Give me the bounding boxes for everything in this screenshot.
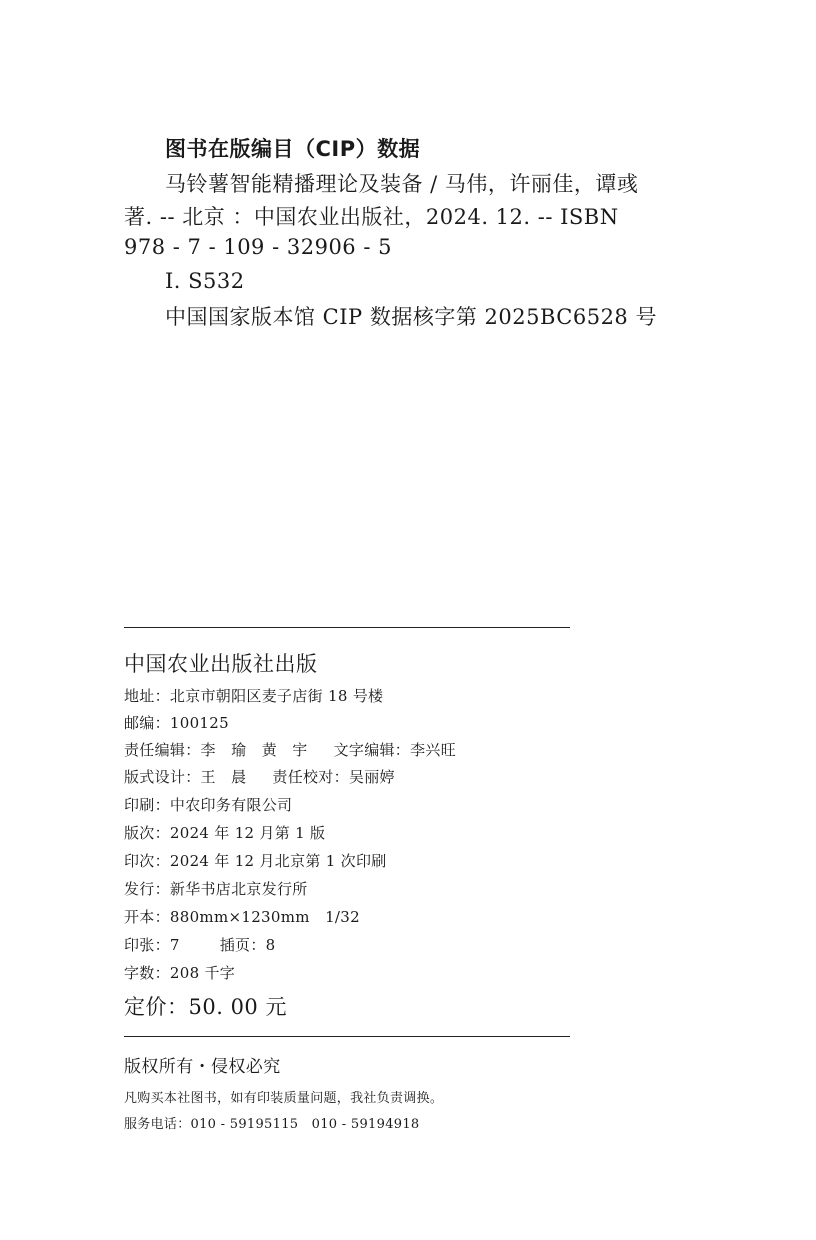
bottom-divider xyxy=(124,1036,570,1037)
book-format: 开本：880mm×1230mm 1/32 xyxy=(124,908,360,926)
sheets-row xyxy=(124,934,276,955)
quality-notice: 凡购买本社图书，如有印装质量问题，我社负责调换。 xyxy=(124,1091,444,1106)
proofreader: 责任校对：吴丽婷 xyxy=(272,768,395,786)
editors-row xyxy=(124,739,456,760)
cip-line-title-authors: 马铃薯智能精播理论及装备 / 马伟，许丽佳，谭彧 xyxy=(165,172,639,196)
inserted-plates: 插页：8 xyxy=(219,936,276,954)
distributor: 发行：新华书店北京发行所 xyxy=(124,880,308,898)
design-row xyxy=(124,766,395,787)
copyright-notice: 版权所有・侵权必究 xyxy=(124,1057,281,1077)
service-phone: 服务电话：010 - 59195115 010 - 59194918 xyxy=(124,1117,420,1132)
address: 地址：北京市朝阳区麦子店街 18 号楼 xyxy=(124,687,384,705)
publisher-name: 中国农业出版社出版 xyxy=(124,652,318,676)
layout-designer: 版式设计：王 晨 xyxy=(124,768,247,786)
cip-line-cip-number: 中国国家版本馆 CIP 数据核字第 2025BC6528 号 xyxy=(165,305,657,329)
cip-line-isbn: 978 - 7 - 109 - 32906 - 5 xyxy=(124,235,392,259)
word-count: 字数：208 千字 xyxy=(124,964,236,982)
cip-line-classification: Ⅰ. S532 xyxy=(165,269,245,293)
text-editor: 文字编辑：李兴旺 xyxy=(333,741,457,759)
printing: 印次：2024 年 12 月北京第 1 次印刷 xyxy=(124,852,387,870)
printer: 印刷：中农印务有限公司 xyxy=(124,796,293,814)
top-divider xyxy=(124,627,570,628)
responsible-editors: 责任编辑：李 瑜 黄 宇 xyxy=(124,741,308,759)
cip-line-publication: 著. -- 北京 ：中国农业出版社，2024. 12. -- ISBN xyxy=(124,205,619,229)
postcode: 邮编：100125 xyxy=(124,714,229,732)
edition: 版次：2024 年 12 月第 1 版 xyxy=(124,824,326,842)
cip-title: 图书在版编目（CIP）数据 xyxy=(165,137,421,161)
price: 定价：50. 00 元 xyxy=(124,995,287,1019)
printed-sheets: 印张：7 xyxy=(124,936,180,954)
